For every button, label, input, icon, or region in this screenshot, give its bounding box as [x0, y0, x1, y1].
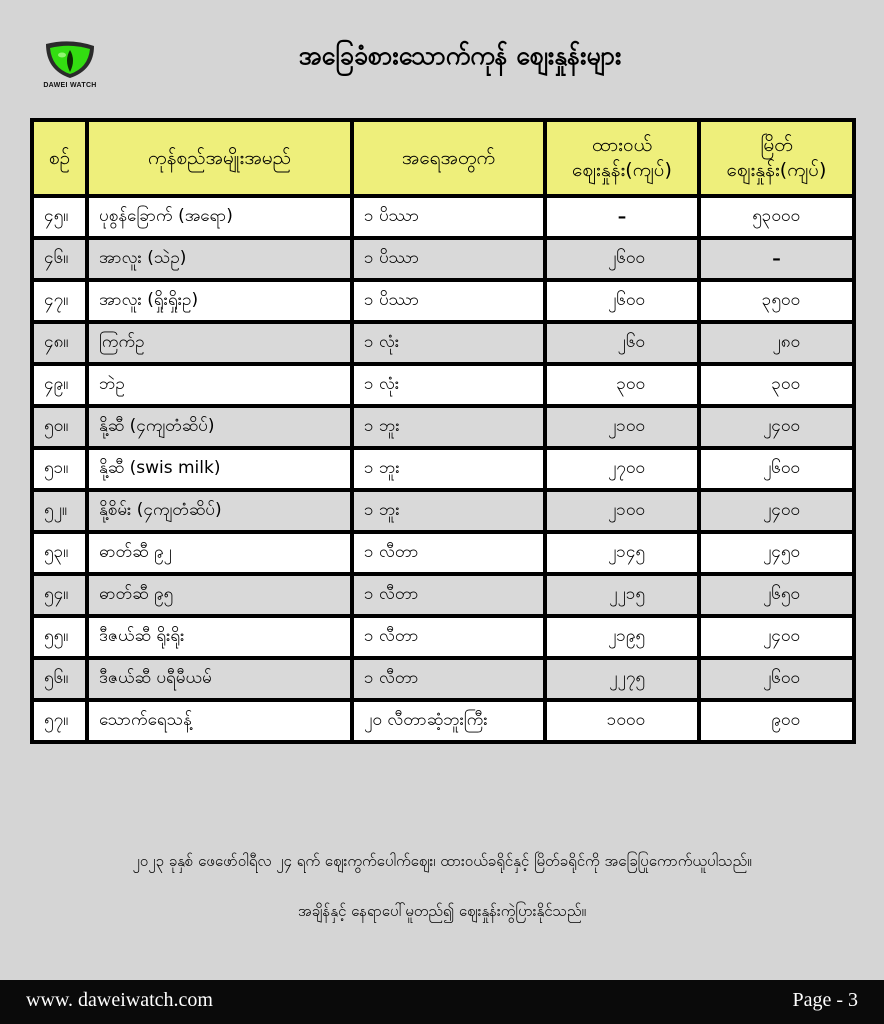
header-dawei-line2: စျေးနှုန်း(ကျပ်) — [572, 159, 672, 181]
row-myeik-price: ၂၄၀၀ — [699, 616, 854, 658]
row-myeik-price: ၂၆၅၀ — [699, 574, 854, 616]
dawei-watch-logo — [30, 40, 110, 96]
row-dawei-price: ၂၁၀၀ — [545, 490, 699, 532]
row-unit: ၁ လီတာ — [352, 532, 545, 574]
table-row — [32, 574, 854, 616]
row-item-name: နို့ဆီ (၄ကျတံဆိပ်) — [87, 406, 352, 448]
price-table — [30, 118, 856, 744]
row-item-name: ဘဲဥ — [87, 364, 352, 406]
row-dawei-price: ၂၂၁၅ — [545, 574, 699, 616]
row-myeik-price: ၂၄၀၀ — [699, 406, 854, 448]
row-myeik-price: ၃၀၀ — [699, 364, 854, 406]
row-myeik-price: ၂၄၀၀ — [699, 490, 854, 532]
row-dawei-price: – — [545, 196, 699, 238]
table-row — [32, 196, 854, 238]
table-row — [32, 448, 854, 490]
row-dawei-price: ၂၁၀၀ — [545, 406, 699, 448]
row-item-name: ဒီဇယ်ဆီ ရိုးရိုး — [87, 616, 352, 658]
row-dawei-price: ၃၀၀ — [545, 364, 699, 406]
row-myeik-price: ၂၆၀၀ — [699, 448, 854, 490]
row-number: ၅၀။ — [32, 406, 87, 448]
row-myeik-price: ၃၅၀၀ — [699, 280, 854, 322]
row-dawei-price: ၂၆၀၀ — [545, 238, 699, 280]
table-row — [32, 700, 854, 742]
cat-eye-icon — [44, 40, 96, 80]
row-unit: ၁ လီတာ — [352, 574, 545, 616]
row-item-name: ဓာတ်ဆီ ၉၅ — [87, 574, 352, 616]
row-myeik-price: ၂၄၅၀ — [699, 532, 854, 574]
table-row — [32, 280, 854, 322]
table-row — [32, 616, 854, 658]
table-row — [32, 406, 854, 448]
row-dawei-price: ၂၁၉၅ — [545, 616, 699, 658]
row-item-name: ကြက်ဥ — [87, 322, 352, 364]
table-row — [32, 322, 854, 364]
row-myeik-price: ၉၀၀ — [699, 700, 854, 742]
row-number: ၅၃။ — [32, 532, 87, 574]
header-dawei-line1: ထားဝယ် — [591, 134, 653, 157]
row-myeik-price: ၂၈၀ — [699, 322, 854, 364]
row-unit: ၁ လုံး — [352, 364, 545, 406]
footer-page-number: Page - 3 — [792, 989, 858, 1011]
row-unit: ၁ ဘူး — [352, 490, 545, 532]
row-number: ၅၆။ — [32, 658, 87, 700]
page-title: အခြေခံစားသောက်ကုန် စျေးနှုန်းများ — [298, 41, 622, 70]
header-myeik-line2: စျေးနှုန်း(ကျပ်) — [726, 159, 827, 181]
row-dawei-price: ၂၂၇၅ — [545, 658, 699, 700]
row-item-name: အာလူး (ရှိုးရှိုးဥ) — [87, 280, 352, 322]
header-dawei-price — [545, 120, 699, 196]
table-row — [32, 490, 854, 532]
row-number: ၄၈။ — [32, 322, 87, 364]
row-unit: ၁ ပိဿာ — [352, 280, 545, 322]
header-unit: အရေအတွက် — [352, 120, 545, 196]
row-item-name: အာလူး (သဲဥ) — [87, 238, 352, 280]
table-row — [32, 364, 854, 406]
row-unit: ၂၀ လီတာဆံ့ဘူးကြီး — [352, 700, 545, 742]
header-item: ကုန်စည်အမျိုးအမည် — [87, 120, 352, 196]
table-row — [32, 532, 854, 574]
row-unit: ၁ လီတာ — [352, 616, 545, 658]
row-number: ၄၇။ — [32, 280, 87, 322]
row-item-name: ဓာတ်ဆီ ၉၂ — [87, 532, 352, 574]
row-dawei-price: ၁၀၀၀ — [545, 700, 699, 742]
table-row — [32, 658, 854, 700]
row-unit: ၁ ပိဿာ — [352, 196, 545, 238]
row-dawei-price: ၂၁၄၅ — [545, 532, 699, 574]
row-number: ၅၁။ — [32, 448, 87, 490]
row-unit: ၁ လီတာ — [352, 658, 545, 700]
row-item-name: ပုစွန်ခြောက် (အရော) — [87, 196, 352, 238]
row-dawei-price: ၂၆၀၀ — [545, 280, 699, 322]
row-number: ၅၇။ — [32, 700, 87, 742]
row-unit: ၁ ပိဿာ — [352, 238, 545, 280]
footer-website: www. daweiwatch.com — [26, 989, 213, 1011]
row-number: ၅၄။ — [32, 574, 87, 616]
note-date-source: ၂၀၂၃ ခုနှစ် ဖေဖော်ဝါရီလ ၂၄ ရက် ဈေးကွက်ပေါက်ဈေး၊ ထားဝယ်ခရိုင်နှင့် မြိတ်ခရိုင်ကို အခြေပြုကောက်ယူပါသည်။ — [132, 852, 752, 870]
note-price-variance: အချိန်နှင့် နေရာပေါ်မူတည်၍ ဈေးနှုန်းကွဲပြားနိုင်သည်။ — [297, 902, 587, 920]
row-item-name: နို့စိမ်း (၄ကျတံဆိပ်) — [87, 490, 352, 532]
row-unit: ၁ လုံး — [352, 322, 545, 364]
header-myeik-line1: မြိတ် — [760, 134, 793, 157]
row-number: ၅၅။ — [32, 616, 87, 658]
row-item-name: ဒီဇယ်ဆီ ပရီမီယမ် — [87, 658, 352, 700]
logo-text: DAWEI WATCH — [43, 82, 97, 89]
row-myeik-price: – — [699, 238, 854, 280]
row-number: ၄၆။ — [32, 238, 87, 280]
row-item-name: နို့ဆီ (swis milk) — [87, 448, 352, 490]
row-unit: ၁ ဘူး — [352, 406, 545, 448]
row-unit: ၁ ဘူး — [352, 448, 545, 490]
footer-bar — [0, 980, 884, 1024]
header-myeik-price — [699, 120, 854, 196]
row-number: ၅၂။ — [32, 490, 87, 532]
table-header-row — [32, 120, 854, 196]
header-no: စဉ် — [32, 120, 87, 196]
row-myeik-price: ၅၃၀၀၀ — [699, 196, 854, 238]
row-number: ၄၅။ — [32, 196, 87, 238]
row-item-name: သောက်ရေသန့် — [87, 700, 352, 742]
row-dawei-price: ၂၆၀ — [545, 322, 699, 364]
table-row — [32, 238, 854, 280]
row-dawei-price: ၂၇၀၀ — [545, 448, 699, 490]
row-myeik-price: ၂၆၀၀ — [699, 658, 854, 700]
row-number: ၄၉။ — [32, 364, 87, 406]
